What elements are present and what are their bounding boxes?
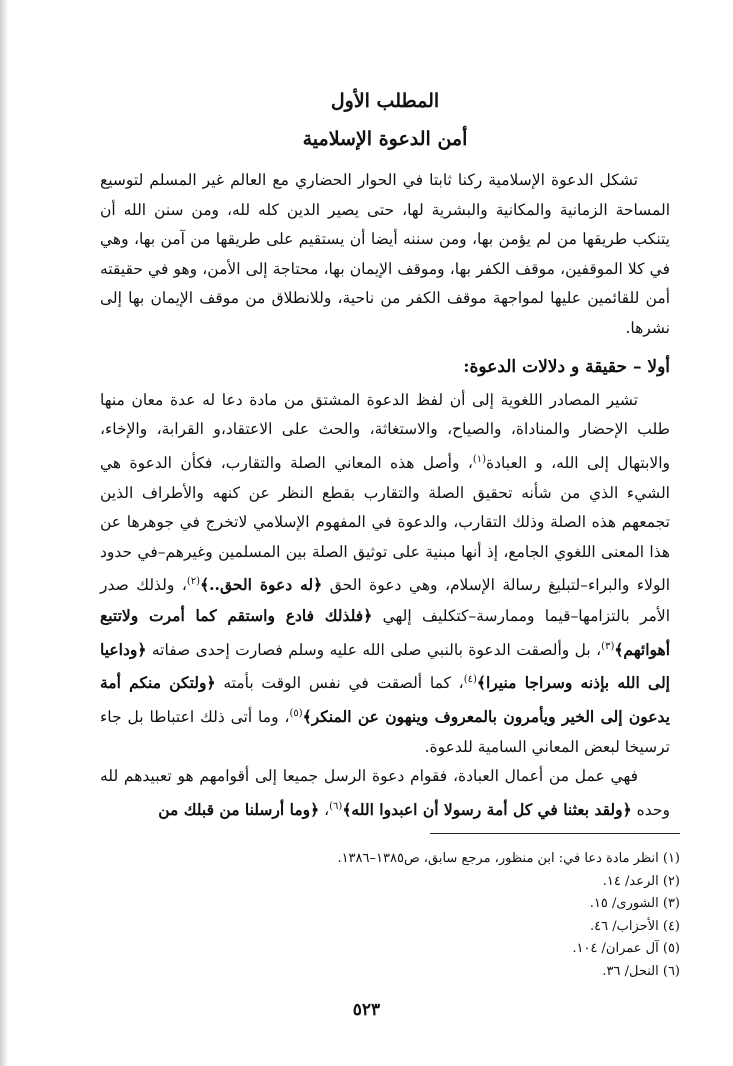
footnote-ref-1[interactable]: (١) [472, 453, 487, 465]
footnote-ref-3[interactable]: (٣) [601, 640, 615, 652]
section-title: المطلب الأول [330, 90, 440, 112]
text-run: ، وأصل هذه المعاني الصلة والتقارب، فكأن الدعوة هي الشيء الذي من شأنه تحقيق الصلة والتقارب بقطع النظر عن كنهه والأطراف الذين تجمعهم هذه الصلة وذلك التقارب، والدعوة في المفهوم الإسلامي لاتخرج في جوهرها عن هذا المعنى اللغوي الجامع، إذ أنها مبنية على توثيق الصلة بين المسلمين وغيرهم–في حدود الولاء والبراء–لتبليغ رسالة الإسلام، وهي دعوة الحق [100, 453, 671, 595]
page-number: ٥٢٣ [352, 1000, 381, 1020]
scan-edge-shadow [0, 0, 8, 1066]
text-run: ، بل وألصقت الدعوة بالنبي صلى الله عليه وسلم فصارت إحدى صفاته [146, 640, 602, 659]
text-run: ، كما ألصقت في نفس الوقت بأمته [215, 674, 464, 693]
paragraph-linguistic-meaning [100, 386, 670, 763]
quran-quote: ﴿ولتكن منكم أمة يدعون إلى الخير ويأمرون بالمعروف وينهون عن المنكر﴾ [100, 673, 670, 727]
footnote-ref-2[interactable]: (٢) [186, 576, 201, 588]
footnotes [100, 848, 680, 983]
quran-quote: ﴿فلذلك فادع واستقم كما أمرت ولاتتبع أهوائهم﴾ [100, 606, 670, 659]
text-run: فهي عمل من أعمال العبادة، فقوام دعوة الرسل جميعا إلى أقوامهم هو تعبيدهم لله وحده [100, 767, 670, 820]
footnote-item: (٤) الأحزاب/ ٤٦. [590, 918, 680, 934]
main-content [100, 88, 670, 826]
quran-quote: ﴿ولقد بعثنا في كل أمة رسولا أن اعبدوا الله﴾ [342, 800, 632, 820]
footnote-item: (٥) آل عمران/ ١٠٤. [572, 941, 680, 956]
footnote-item: (٣) الشورى/ ١٥. [589, 896, 680, 911]
heading-reality-and-meanings: أولا – حقيقة و دلالات الدعوة: [463, 356, 670, 377]
footnote-divider [430, 833, 680, 834]
paragraph-worship [100, 762, 670, 825]
footnote-ref-5[interactable]: (٥) [289, 708, 303, 720]
subsection-title: أمن الدعوة الإسلامية [302, 128, 468, 150]
text-run: تشير المصادر اللغوية إلى أن لفظ الدعوة المشتق من مادة دعا له عدة معان منها طلب الإحضار والمناداة، والصياح، والاستغاثة، والحث على الاعتقاد،و القرابة، والإخاء، والابتهال إلى الله، و العبادة [100, 390, 671, 472]
footnote-ref-6[interactable]: (٦) [329, 801, 343, 813]
text-run: ، وما أتى ذلك اعتباطا بل جاء ترسيخا لبعض المعاني السامية للدعوة. [100, 708, 670, 756]
text-run: ، [319, 801, 330, 820]
footnote-item: (٢) الرعد/ ١٤. [602, 873, 680, 889]
footnote-item: (٦) النحل/ ٣٦. [602, 963, 680, 979]
intro-paragraph: تشكل الدعوة الإسلامية ركنا ثابتا في الحوار الحضاري مع العالم غير المسلم لتوسيع المساحة الزمانية والمكانية والبشرية لها، حتى يصير الدين كله لله، ومن سنن الله أن يتنكب طريقها من لم يؤمن بها، ومن سننه أيضا أن يستقيم على طريقها من آمن بها، وهي في كلا الموقفين، موقف الكفر بها، وموقف الإيمان بها، محتاجة إلى الأمن، وهو في حقيقته أمن للقائمين عليها لمواجهة موقف الكفر من ناحية، وللانطلاق من موقف الإيمان بها إلى نشرها. [100, 171, 670, 337]
quran-quote: ﴿له دعوة الحق..﴾ [200, 575, 323, 595]
footnote-item: (١) انظر مادة دعا في: ابن منظور، مرجع سابق، ص١٣٨٥–١٣٨٦. [337, 851, 680, 866]
quran-quote: ﴿وداعيا إلى الله بإذنه وسراجا منيرا﴾ [100, 639, 670, 693]
quran-quote: ﴿وما أرسلنا من قبلك من [158, 800, 320, 820]
footnote-ref-4[interactable]: (٤) [463, 674, 477, 686]
text-run: ، ولذلك صدر الأمر بالتزامها–قيما وممارسة–كتكليف إلهي [100, 576, 671, 626]
